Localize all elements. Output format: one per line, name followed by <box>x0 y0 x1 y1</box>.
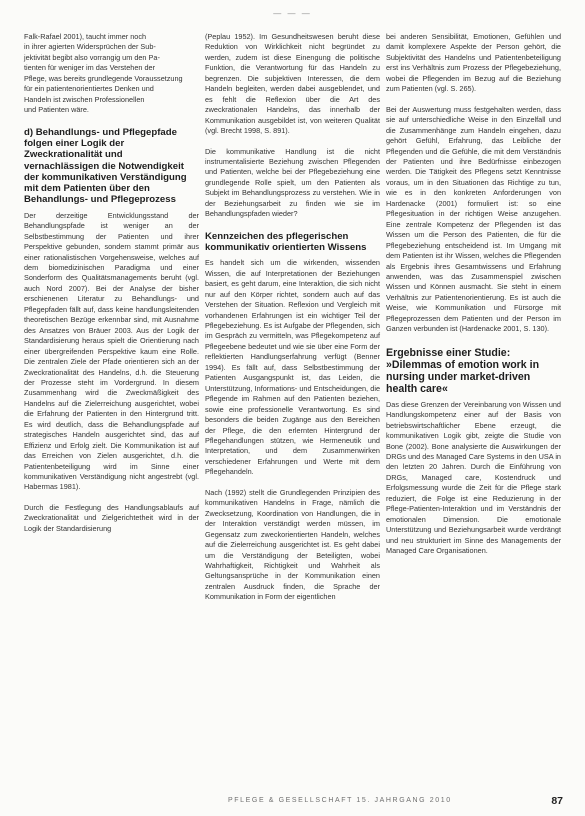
paragraph: (Peplau 1952). Im Gesundheitswesen beruht diese Reduktion von Wirklichkeit nicht begründet zu werden, zudem ist diese Einengung die politische Funktion, die Verantwortung für das Handeln zu begrenzen. Die subjektiven Interessen, die dem Handeln begleiten, werden dabei ausgeblendet, und es fehlt die Reflexion über die Art des zweckrationalen Handelns, das innerhalb der Kommunikation ausgebildet ist, von weiteren Qualität (vgl. Brecht 1998, S. 891). <box>205 32 380 136</box>
section-heading: Kennzeichen des pflegerischen kommunikativ orientierten Wissens <box>205 230 367 253</box>
column-1 <box>24 32 199 534</box>
paragraph: Es handelt sich um die wirkenden, wissenden Wissen, die auf Interpretationen der Beziehungen basiert, es geht darum, eine Interaktion, die sich nicht nur auf den Körper richtet, sondern auch auf das Verstehen der Situation. Reflexion und Vergleich mit vorhandenen Erfahrungen ist ein wichtiger Teil der Pflegebeziehung. Es ist Aufgabe der Pflegenden, sich im Gespräch zu vermitteln, was Pflegekompetenz auf Pflegeebene bedeutet und wie sie über eine Form der reflektierten Handlungserfahrung verfügt (Benner 1994). Es fällt auf, dass Selbstbestimmung der Patienten Ausgangspunkt ist, das Leiden, die Unterstützung, Informations- und Entscheidungen, die Pflegende im Rahmen auf den Patienten beziehen, sowie eine professionelle Verantwortung. Es sind besonders die beiden Zugänge aus den Bereichen der Pflege, die den erlernten Hintergrund der Pflegehandlungen stützen, wie Hermeneutik und Interpretation, und dem Zusammenwirken verschiedener Erfahrungen und Werte mit dem Pflegehandeln. <box>205 258 380 477</box>
column-3 <box>386 32 561 556</box>
paragraph: Durch die Festlegung des Handlungsablaufs auf Zweckrationalität und Zielgerichtetheit wird in der Logik der Standardisierung <box>24 502 199 533</box>
journal-title: PFLEGE & GESELLSCHAFT 15. JAHRGANG 2010 <box>228 797 452 804</box>
paragraph: Nach (1992) stellt die Grundlegenden Prinzipien des kommunikativen Handelns in Frage, nämlich die Zwecksetzung, Koordination von Handlungen, die in der Interaktion verständigt werden müssen, im Gegensatz zum zweckorientierten Handeln, welches auf die Zielerreichung ausgerichtet ist. Es geht dabei um die Verständigung der Beteiligten, wobei Wahrhaftigkeit, Richtigkeit und Wahrheit als Geltungsansprüche in der Kommunikation einen zentralen Ausdruck finden, die Sprache der Kommunikation in Form der eigentlichen <box>205 487 380 602</box>
paragraph: Der derzeitige Entwicklungsstand der Behandlungspfade ist weniger an der Selbstbestimmung der Patienten und ihrer Perspektive gebunden, sondern stammt primär aus einer rationalistischen Vorgehensweise, welches auf dem biomedizinischen Paradigma und einer Sonderform des Qualitätsmanagements beruht (vgl. auch Nord 2007). Bei der Analyse der bisher erschienenen Literatur zu Behandlungs- und Pflegepfaden fällt auf, dass keine handlungsleitenden theoretischen Bezüge erkennbar sind, mit Ausnahme des Ansatzes von Bräuer 2003. Aus der Logik der Standardisierung heraus spielt die Orientierung nach einer übergreifenden Perspektive kaum eine Rolle. Die zentralen Ziele der Pfade orientieren sich an der Zweckrationalität des Handelns, d.h. die Steuerung der Prozesse steht im Vordergrund. In diesem Zusammenhang wird die Zweckmäßigkeit des Handelns auf die Zielerreichung ausgerichtet, wobei die Erfahrung der Patienten in den Hintergrund tritt. Es wird deutlich, dass die Behandlungspfade auf strategisches Handeln ausgerichtet sind, das auf Effizienz und Erfolg zielt. Die Kommunikation ist auf das Erreichen von Zielen ausgerichtet, d.h. die Patientenbeteiligung wird im Sinne einer kommunikativen Verständigung nicht angestrebt (vgl. Habermas 1981). <box>24 210 199 492</box>
running-head: — — — <box>273 9 312 18</box>
paragraph: Bei der Auswertung muss festgehalten werden, dass sie auf unterschiedliche Weise in den Einzelfall und die Zusammenhänge zum Handeln eingehen, dazu gehört Gefühl, Erfahrung, das Leibliche der Pflegenden und die Gefühle, die mit dem Verständnis der Patienten und ihre Bedürfnisse einbezogen werden. Die Tätigkeit des Pflegens setzt Kenntnisse voraus, um in den Situationen das Richtige zu tun, wie es in den konkreten Anforderungen von Hardenacke (2001) formuliert ist: so eine Pflegesituation in der richtigen Weise anzugehen. Eine zentrale Kompetenz der Pflegenden ist das Wissen um die Person des Patienten, die für die Pflegebeziehung entscheidend ist. Im Umgang mit dem Patienten ist ihr Wissen, welches die Pflegenden als Ergebnis ihres Gesamtwissens und Erfahrung anwenden, was das Zusammenspiel zwischen Wissen und Können ausmacht. Sie steht in einem Verhältnis zur Patientenorientierung. Es ist auch die Weise, wie Kommunikation und Fürsorge mit Pflegeprozessen dem Patienten und der Person im Ganzen verbunden ist (Hardenacke 2001, S. 130). <box>386 104 561 334</box>
page-number: 87 <box>551 795 563 807</box>
paragraph: Falk-Rafael 2001), taucht immer noch in ihrer agierten Widersprüchen der Sub- jektivität begibt also vorrangig um den Pa- tienten für weniger im das Verstehen der Pflege, was bereits grundlegende Voraussetzung für ein patientenorientiertes Denken und Handeln ist zwischen Professionellen und Patienten wäre. <box>24 32 183 115</box>
section-heading: Ergebnisse einer Studie: »Dilemmas of emotion work in nursing under market-driven health care« <box>386 346 540 395</box>
column-2 <box>205 32 380 603</box>
paragraph: Das diese Grenzen der Vereinbarung von Wissen und Handlungskompetenz einer auf der Basis von betriebswirtschaftlicher Ebene erzeugt, die kommunikativen Logik gibt, zeigte die Studie von Bone (2002). Bone analysierte die Auswirkungen der DRGs und des Managed Care Systems in den USA in den letzten 20 Jahren. Durch die Einführung von DRGs, Managed care, Kostendruck und Erfolgsmessung wurde die Zeit für die Pflege stark reduziert, die Folge ist eine Reduzierung in der Pflege-Patienten-Interaktion und im Verständnis der emotionalen Dimension. Die emotionale Unterstützung und Beziehungsarbeit wurde verdrängt und neu strukturiert im Sinne des Managements der Managed Care Organisationen. <box>386 399 561 556</box>
page-footer <box>0 795 585 809</box>
paragraph: Die kommunikative Handlung ist die nicht instrumentalisierte Beziehung zwischen Pflegenden und Patienten, welche bei der Pflegebeziehung eine grundlegende Rolle spielt, um den Patienten als Subjekt im Behandlungsprozess zu verstehen. Wie in der Beziehungsarbeit zu finden wie sie im Behandlungspfaden wieder? <box>205 146 380 219</box>
section-heading: d) Behandlungs- und Pflegepfade folgen einer Logik der Zweckrationalität und vernachlässigen die Notwendigkeit der kommunikativen Verständigung mit dem Patienten über den Behandlungs- und Pflegeprozess <box>24 126 187 206</box>
paragraph: bei anderen Sensibilität, Emotionen, Gefühlen und damit komplexere Aspekte der Person gehört, die Subjektivität des Handelns und Patientenbeteiligung erst ins Verhältnis zum Prozess der Pflegebeziehung, wobei die Pflegenden im Bezug auf die Beziehung zum Patienten (vgl. S. 265). <box>386 32 561 94</box>
